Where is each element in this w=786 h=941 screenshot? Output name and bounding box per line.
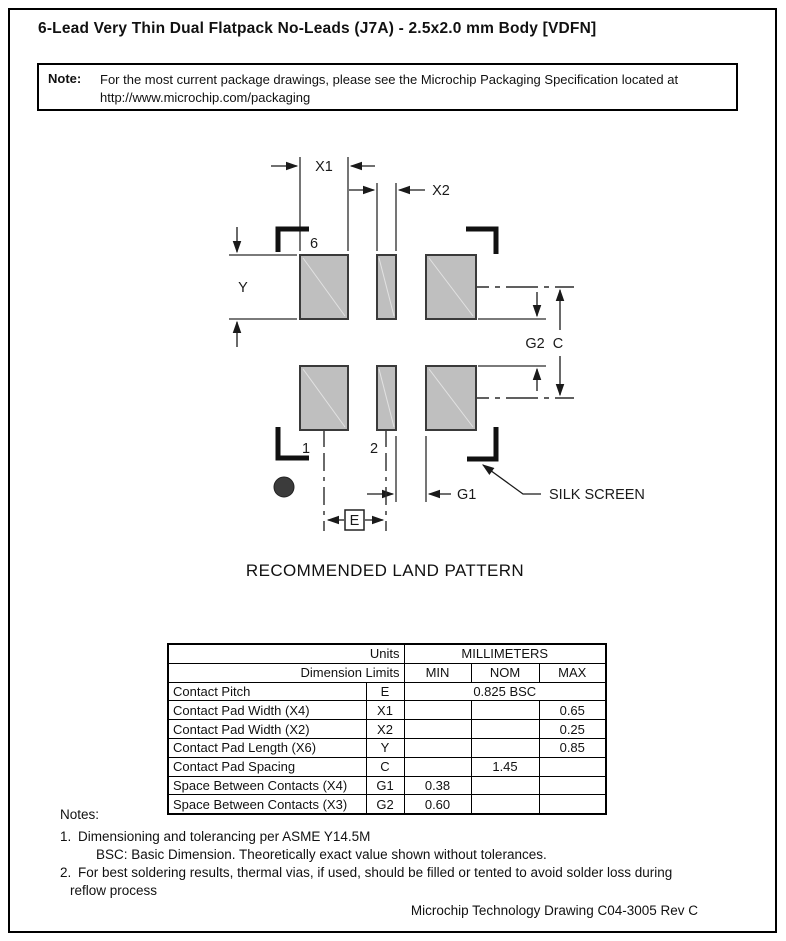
pin-label-6: 6	[309, 236, 319, 252]
cell-name: Contact Pitch	[168, 682, 366, 701]
units-label-cell: Units	[168, 644, 404, 663]
table-row	[168, 682, 606, 701]
cell-min: 0.60	[404, 795, 471, 814]
note-item-1-text: Dimensioning and tolerancing per ASME Y14.5M	[78, 829, 371, 844]
cell-symbol: E	[366, 682, 404, 701]
table-row	[168, 757, 606, 776]
note-text-url: http://www.microchip.com/packaging	[100, 90, 311, 105]
cell-nom	[471, 776, 539, 795]
note-item-2-number: 2.	[60, 865, 72, 880]
pin-label-1: 1	[301, 441, 311, 457]
cell-name: Space Between Contacts (X4)	[168, 776, 366, 795]
dimensions-table	[167, 643, 607, 815]
page-title: 6-Lead Very Thin Dual Flatpack No-Leads (J7A) - 2.5x2.0 mm Body [VDFN]	[38, 20, 597, 37]
dim-label-e: E	[349, 513, 360, 529]
note-item-2-text: For best soldering results, thermal vias, if used, should be filled or tented to avoid solder loss during	[78, 865, 673, 880]
cell-min	[404, 757, 471, 776]
silkscreen-leader-arrow	[483, 465, 541, 494]
cell-max	[539, 757, 606, 776]
cell-symbol: X2	[366, 720, 404, 739]
cell-name: Contact Pad Spacing	[168, 757, 366, 776]
note-text-line1: For the most current package drawings, please see the Microchip Packaging Specification located at	[100, 72, 679, 87]
dim-label-g1: G1	[457, 487, 477, 503]
cell-name: Space Between Contacts (X3)	[168, 795, 366, 814]
table-row	[168, 776, 606, 795]
cell-symbol: G1	[366, 776, 404, 795]
note-item-1	[60, 828, 672, 846]
notes-heading: Notes:	[60, 807, 100, 822]
cell-max: 0.85	[539, 738, 606, 757]
min-header-cell: MIN	[404, 663, 471, 682]
table-row	[168, 701, 606, 720]
cell-min	[404, 738, 471, 757]
drawing-footer: Microchip Technology Drawing C04-3005 Rev C	[410, 903, 698, 918]
cell-value-span: 0.825 BSC	[404, 682, 606, 701]
dim-label-g2: G2	[525, 336, 545, 352]
cell-symbol: Y	[366, 738, 404, 757]
dimension-arrows	[237, 166, 560, 520]
table-row	[168, 720, 606, 739]
table-row	[168, 738, 606, 757]
cell-name: Contact Pad Length (X6)	[168, 738, 366, 757]
silkscreen-label: SILK SCREEN	[549, 487, 645, 503]
note-text	[100, 65, 678, 109]
note-item-1-number: 1.	[60, 829, 72, 844]
note-item-1-sub: BSC: Basic Dimension. Theoretically exact value shown without tolerances.	[96, 847, 547, 862]
cell-symbol: X1	[366, 701, 404, 720]
cell-symbol: C	[366, 757, 404, 776]
dim-label-x2: X2	[432, 183, 450, 199]
cell-nom: 1.45	[471, 757, 539, 776]
cell-nom	[471, 720, 539, 739]
cell-min	[404, 720, 471, 739]
notes-section	[60, 806, 672, 900]
cell-max: 0.25	[539, 720, 606, 739]
cell-name: Contact Pad Width (X2)	[168, 720, 366, 739]
table-header-row-limits	[168, 663, 606, 682]
cell-max	[539, 776, 606, 795]
cell-max: 0.65	[539, 701, 606, 720]
note-label: Note:	[48, 71, 82, 86]
nom-header-cell: NOM	[471, 663, 539, 682]
units-value-cell: MILLIMETERS	[404, 644, 606, 663]
dim-label-y: Y	[238, 280, 248, 296]
note-item-2	[60, 864, 672, 882]
cell-min	[404, 701, 471, 720]
pin-label-2: 2	[369, 441, 379, 457]
dim-label-c: C	[552, 336, 564, 352]
land-pattern-diagram	[0, 140, 786, 555]
diagram-caption: RECOMMENDED LAND PATTERN	[245, 561, 525, 580]
dimension-limits-cell: Dimension Limits	[168, 663, 404, 682]
cell-name: Contact Pad Width (X4)	[168, 701, 366, 720]
max-header-cell: MAX	[539, 663, 606, 682]
note-box	[37, 63, 738, 111]
dim-label-x1: X1	[315, 159, 333, 175]
cell-min: 0.38	[404, 776, 471, 795]
note-item-2-wrap: reflow process	[70, 883, 158, 898]
cell-symbol: G2	[366, 795, 404, 814]
cell-nom	[471, 701, 539, 720]
table-header-row-units	[168, 644, 606, 663]
pin1-indicator-dot	[274, 477, 294, 497]
cell-nom	[471, 738, 539, 757]
